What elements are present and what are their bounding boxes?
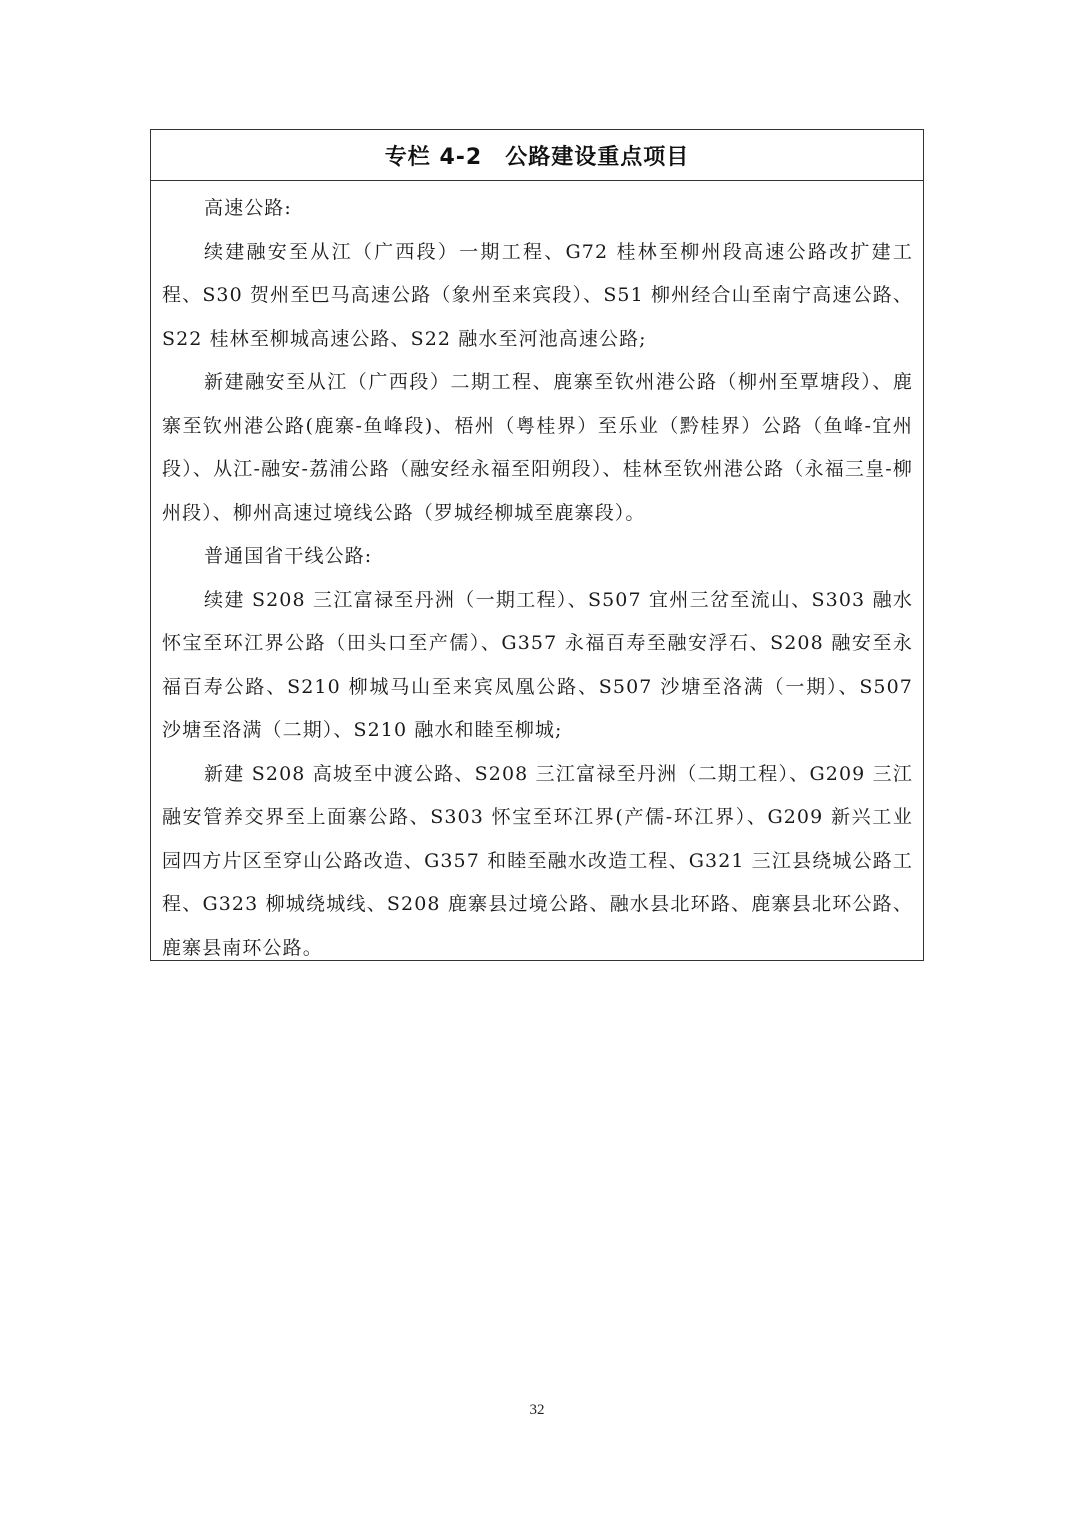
box-title: 专栏 4-2 公路建设重点项目 (151, 130, 923, 181)
trunk-roads-new-projects: 新建 S208 高坡至中渡公路、S208 三江富禄至丹洲（二期工程）、G209 三江融安管养交界至上面寨公路、S303 怀宝至环江界(产儒-环江界）、G209 新兴工业园四方片区至穿山公路改造、G357 和睦至融水改造工程、G321 三江县绕城公路工程、G323 柳城绕城线、S208 鹿寨县过境公路、融水县北环路、鹿寨县北环公路、鹿寨县南环公路。 (162, 762, 913, 959)
trunk-roads-continued-projects: 续建 S208 三江富禄至丹洲（一期工程）、S507 宜州三岔至流山、S303 融水怀宝至环江界公路（田头口至产儒）、G357 永福百寿至融安浮石、S208 融安至永福百寿公路、S210 柳城马山至来宾凤凰公路、S507 沙塘至洛满（一期）、S507 沙塘至洛满（二期）、S210 融水和睦至柳城; (162, 588, 913, 741)
expressway-new-projects: 新建融安至从江（广西段）二期工程、鹿寨至钦州港公路（柳州至覃塘段）、鹿寨至钦州港公路(鹿寨-鱼峰段)、梧州（粤桂界）至乐业（黔桂界）公路（鱼峰-宜州段）、从江-融安-荔浦公路（融安经永福至阳朔段）、桂林至钦州港公路（永福三皇-柳州段）、柳州高速过境线公路（罗城经柳城至鹿寨段）。 (162, 371, 913, 524)
expressway-continued-projects: 续建融安至从江（广西段）一期工程、G72 桂林至柳州段高速公路改扩建工程、S30 贺州至巴马高速公路（象州至来宾段）、S51 柳州经合山至南宁高速公路、S22 桂林至柳城高速公路、S22 融水至河池高速公路; (162, 240, 913, 350)
box-body (151, 181, 923, 970)
page-number: 32 (529, 1402, 545, 1418)
feature-box (150, 129, 924, 961)
section-heading-expressway: 高速公路: (204, 197, 292, 219)
section-heading-trunk-roads: 普通国省干线公路: (204, 545, 373, 567)
